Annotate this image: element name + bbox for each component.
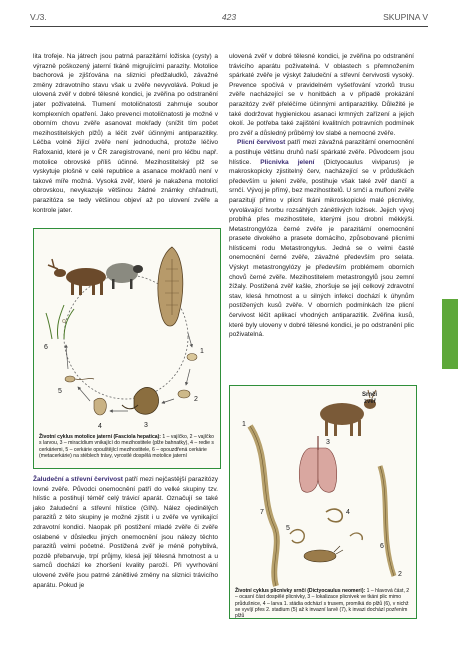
larva-stage-5 [290, 530, 304, 543]
subheading-gastrointestinal: Žaludeční a střevní červivost [33, 476, 123, 483]
figure-dictyocaulus-cycle [229, 385, 417, 619]
header-rule [30, 26, 428, 27]
left-column-lower [33, 475, 218, 590]
stage-number-7: 7 [260, 509, 264, 516]
adult-fluke-illustration [158, 247, 183, 326]
egg-larva-illustration [178, 390, 190, 398]
stage-number-1: 1 [200, 348, 204, 355]
lungworm-text-b: (Dictyocaulus viviparus) je makroskopicky zjistitelný červ, nacházející se v průduškách především u jelení zvěře, postihuje však také zvěř dančí a srnčí. Vývoj je přímý, bez mezihostitelů. U srnčí a mufloní zvěře parazitují přímo v plicní tkáni mikroskopické malé plicnivky, vyvolávající tvorbu rozsáhlých zánětlivých ložisek. Jejich vývoj probíhá přes mezihostitele, kterými jsou drobní měkkýši. Metastrongylóza černé zvěře je parazitární onemocnění prasete divokého a prasete domácího, způsobované plicními hlísticemi rodu Metastrongylus. Jedná se o velmi časté onemocnění černé zvěře, závažné především pro selata. Výskyt metastrongylózy je především problémem oborních chovů černé zvěře. Mezihostitelem metastrongylů jsou zemní žížaly. Postižená zvěř kašle, zhoršuje se její celkový zdravotní stav, klesá hmotnost a u silných infekcí dochází k úhynům postižených kusů zvěře. V oborních podmínkách lze plicní červivost léčit aplikací vhodných antiparazitik. Zvěřina kusů, které byly uloveny v dobré tělesné kondici, je po odstranění plic poživatelná. [229, 158, 414, 339]
sheep-illustration [106, 263, 143, 289]
redia-illustration [94, 398, 106, 415]
caption-text: 1 – hlavová část, 2 – ocasní část dospělé plicnivky, 3 – lokalizace plicnivek ve tkáni plic mimo průdušnice, 4 – larva 1. stádia odchází s trusem, promíká do plžů (6), v nichž se vyvíjí přes 2. stadium (5) až k invazní larvě (7), k invazi dochází pozřením plžů [235, 588, 410, 620]
worm-head-illustration [250, 426, 277, 586]
worm-tail-illustration [380, 466, 394, 576]
lungworm-text-a: patří mezi závažná parazitární onemocnění a postihuje většinu druhů naší spárkaté zvěře. Původcem jsou hlístice. [229, 139, 414, 166]
egg-illustration [187, 354, 197, 361]
stage-number-6: 6 [44, 344, 48, 351]
deer-label-line2: zvěř [364, 399, 377, 405]
section-number: V./3. [30, 12, 47, 22]
caption-title: Životní cyklus plicnivky srnčí (Dictyocaulus neomeri): [235, 588, 366, 594]
cercaria-illustration [65, 376, 94, 382]
figure-caption-dictyocaulus [235, 588, 411, 619]
caption-text: 1 – vajíčko, 2 – vajíčko s larvou, 3 – miracídium vnikající do mezihostitele (plže bahnatky), 4 – redie s cerkáriemi, 5 – cerkárie opouštějící mezihostitele, 6 – opouzdřená cerkárie (metacerkárie) na stéblech trávy, vyrostlé dospělá motolice jaterní [39, 434, 214, 459]
stage-number-4: 4 [346, 509, 350, 516]
stage-number-3: 3 [144, 422, 148, 429]
snail-illustration [122, 387, 159, 414]
fasciola-cycle-illustration [34, 229, 220, 468]
lungs-illustration [299, 436, 337, 492]
stage-number-3: 3 [326, 439, 330, 446]
species-name: Plicnivka jelení [260, 158, 315, 166]
stage-number-2: 2 [398, 571, 402, 578]
larva-stage-7 [350, 533, 362, 540]
chapter-tab [442, 299, 458, 369]
stage-number-2: 2 [194, 396, 198, 403]
deer-label-line1: Srnčí [362, 392, 378, 398]
larva-illustration [326, 509, 342, 522]
grass-illustration [46, 305, 74, 339]
left-column [33, 52, 218, 215]
subheading-lungworm: Plicní červivost [237, 139, 286, 147]
deer-label [362, 392, 377, 405]
figure-fasciola-cycle [33, 228, 221, 469]
stage-number-5: 5 [58, 388, 62, 395]
paragraph-gastrointestinal-text: patří mezi nejčastější parazitózy lovné zvěře. Původci onemocnění patří do velké skupiny tzv. hlístic a postihují téměř celý trávicí aparát. Označují se také jako žaludeční a střevní hlístice (GIN). Nález ojedinělých parazitů z této skupiny je možné zjistit i u zvěře ve vynikající zdravotní kondici. Naopak při postižení mladé zvěře či zvěře oslabené v důsledku jiných onemocnění jsou nálezy těchto parazitů velmi početné. Postižená zvěř je méně pohyblivá, pozdě přebarvuje, trpí průjmy, klesá její tělesná hmotnost a u samců dochází ke zhoršení kvality paroží. Při vyvrhování ulovené zvěře jsou patrné zánětlivé změny na sliznici trávicího aparátu. Pokud je [33, 476, 218, 589]
page-number: 423 [221, 12, 237, 22]
paragraph-gi-continued: ulovená zvěř v dobré tělesné kondici, je zvěřina po odstranění trávicího aparátu poživatelná. V oblastech s přemnožením spárkaté zvěře je výskyt žaludeční a střevní červivosti vysoký. Prevence spočívá v pravidelném vyšetřování vzorků trusu zvěře nacházející se v honitbách a v případě prokázání parazitózy zvěř přeléčíme účinnými antiparazitiky. Důležité je také dodržovat hygienickou asanaci krmných zařízení a jejich okolí. Je potřeba také zajištění kvalitních potravních podmínek pro zvěř a důsledný průběrný lov slabé a nemocné zvěře. [229, 53, 414, 137]
figure-caption-fasciola [39, 434, 215, 459]
stage-number-5: 5 [286, 525, 290, 532]
paragraph-fascioliasis: lita trofeje. Na játrech jsou patrná parazitární ložiska (cysty) a výrazně poškozený jaterní tkáně migrujícími parazity. Motolice bachorová je zjišťována na sliznici předžaludků, závažné změny zdravotního stavu však u zvěře nevyvolává. Pokud je ulovená zvěř v dobré tělesné kondici, je zvěřina po odstranění jater poživatelná. Tlumení motoličnatosti zahrnuje soubor komplexních opatření. Jako prevenci motoličnatosti je možné v oborním chovu zvěře asanovat mokřady (snížit tím počet mezihostitelských plžů) a léčit zvěř účinnými antiparazitiky. Léčba volně žijící zvěře není jednoduchá, protože léčivo Rafoxanid, které je v ČR zaregistrované, není pro léčbu např. motolice obrovské příliš účinné. Mezihostitelský plž se vyskytuje plošně v celé republice a asanace mokřadů není v takové míře možná. Vysoká zvěř, které je nakažena motolicí obrovskou, nevykazuje většinou žádné známky chřadnutí, parazitóza se tedy většinou objeví až po ulovení zvěře a kontrole jater. [33, 53, 218, 214]
caption-title: Životní cyklus motolice jaterní (Fasciola hepatica): [39, 434, 161, 440]
stage-number-6: 6 [380, 543, 384, 550]
paragraph-gastrointestinal [33, 475, 218, 590]
slug-illustration [304, 546, 343, 562]
stage-number-4: 4 [98, 423, 102, 430]
dictyocaulus-cycle-illustration [230, 386, 416, 618]
paragraph-lungworm [229, 138, 414, 339]
stage-number-1: 1 [242, 421, 246, 428]
deer-illustration [48, 259, 106, 295]
right-column [229, 52, 414, 340]
chapter-title: SKUPINA V [383, 12, 428, 22]
